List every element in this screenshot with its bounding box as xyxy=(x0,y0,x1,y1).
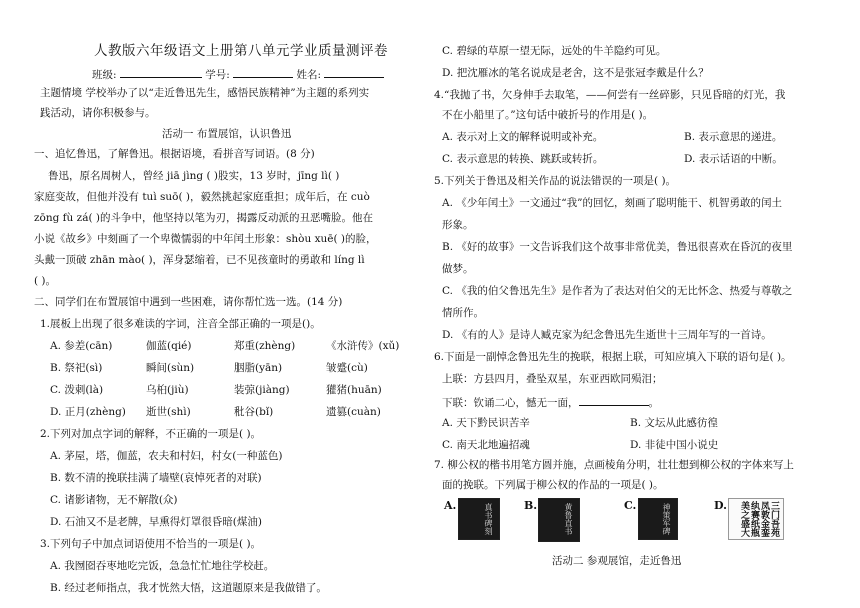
q2-1-option: 皱蹙(cù) xyxy=(326,362,368,374)
q2-2-option[interactable]: C. 诸影诸物，无不解散(众) xyxy=(50,494,178,506)
class-label: 班级: xyxy=(92,69,117,81)
q2-2-option[interactable]: A. 茅屋，塔，伽蓝，农夫和村妇，村女(一种蓝色) xyxy=(50,450,283,462)
q5-option-cont: 形象。 xyxy=(442,219,474,231)
q4-stem: 4.“我抛了书，欠身伸手去取笔，——何尝有一丝碎影，只见昏暗的灯光，我 xyxy=(434,89,786,101)
q2-1-option: 伽蓝(qié) xyxy=(146,340,192,352)
q2-1-option[interactable]: C. 泼刺(là) xyxy=(50,384,104,396)
calligraphy-image-a[interactable] xyxy=(458,498,500,540)
calligraphy-text-a: 真书碑刻 xyxy=(484,503,493,535)
activity1-title: 活动一 布置展馆，认识鲁迅 xyxy=(162,128,292,140)
q5-option[interactable]: D. 《有的人》是诗人臧克家为纪念鲁迅先生逝世十三周年写的一首诗。 xyxy=(442,329,772,341)
q5-option[interactable]: A. 《少年闰土》一文通过“我”的回忆，刻画了聪明能干、机智勇敢的闰土 xyxy=(442,197,782,209)
q6-lower-couplet: 下联：钦诵二心，憾无一面， 。 xyxy=(442,394,659,410)
q6-answer-blank[interactable] xyxy=(579,394,649,406)
calligraphy-image-c[interactable] xyxy=(638,498,678,540)
name-label: 姓名: xyxy=(296,69,322,81)
q4-option[interactable]: A. 表示对上文的解释说明或补充。 xyxy=(442,131,604,143)
q2-1-option: 装弶(jiàng) xyxy=(234,384,290,396)
q5-option[interactable]: B. 《好的故事》一文告诉我们这个故事非常优美，鲁迅很喜欢在昏沉的夜里 xyxy=(442,241,793,253)
class-field[interactable] xyxy=(120,66,202,78)
q2-1-option: 乌桕(jiù) xyxy=(146,384,189,396)
q2-1-option: 逝世(shì) xyxy=(146,406,191,418)
q1-line: 鲁迅，原名周树人，曾经 jiā jìng ( )股实，13 岁时，jīng lì( ) xyxy=(48,170,340,182)
q6-stem: 6.下面是一副悼念鲁迅先生的挽联，根据上联，可知应填入下联的语句是( )。 xyxy=(434,351,792,363)
calligraphy-text-d: 三门吾苑 凤敦金銮 纨赛纸瓶 美之盛大 xyxy=(739,501,779,537)
id-label: 学号: xyxy=(205,69,230,81)
activity2-title: 活动二 参观展馆，走近鲁迅 xyxy=(552,555,682,567)
exam-title: 人教版六年级语文上册第八单元学业质量测评卷 xyxy=(94,43,388,59)
q7-option-label-c[interactable]: C. xyxy=(624,499,637,512)
student-info-row xyxy=(92,66,384,82)
q1-line: 小说《故乡》中刻画了一个卑微懦弱的中年闰土形象：shòu xuē( )的脸， xyxy=(34,233,377,245)
calligraphy-image-b[interactable] xyxy=(538,498,580,542)
q2-1-option: 遗篡(cuàn) xyxy=(326,406,381,418)
q1-line: 家庭变故，但他并没有 tuì suō( )，毅然挑起家庭重担；成年后，在 cuò xyxy=(34,191,370,203)
q6-option[interactable]: C. 南天北地遍招魂 xyxy=(442,439,530,451)
intro-line-1: 主题情境 学校举办了以“走近鲁迅先生，感悟民族精神”为主题的系列实 xyxy=(40,87,370,99)
q5-stem: 5.下列关于鲁迅及相关作品的说法错误的一项是( )。 xyxy=(434,175,677,187)
q2-1-stem: 1.展板上出现了很多难读的字词，注音全部正确的一项是()。 xyxy=(40,318,321,330)
q2-2-option[interactable]: B. 数不清的挽联挂满了墙壁(哀悼死者的对联) xyxy=(50,472,262,484)
calligraphy-image-d[interactable] xyxy=(728,498,784,540)
q7-option-label-b[interactable]: B. xyxy=(524,499,538,512)
q6-option[interactable]: A. 天下黔民识苦辛 xyxy=(442,417,530,429)
q2-2-option[interactable]: D. 石油又不是老牌，早熏得灯罩很昏暗(煤油) xyxy=(50,516,262,528)
q2-2-stem: 2.下列对加点字词的解释，不正确的一项是( )。 xyxy=(40,428,262,440)
q2-1-option: 瞬间(sùn) xyxy=(146,362,195,374)
q2-1-option[interactable]: B. 祭祀(sì) xyxy=(50,362,103,374)
q2-1-option[interactable]: A. 参差(cān) xyxy=(50,340,113,352)
q6-option[interactable]: D. 非徒中国小说史 xyxy=(630,439,719,451)
q1-heading: 一、追忆鲁迅，了解鲁迅。根据语境，看拼音写词语。(8 分) xyxy=(34,148,315,160)
q6-upper-couplet: 上联：方县四月，叠坠双星，东亚西欧同殒泪； xyxy=(442,373,663,385)
q5-option[interactable]: C. 《我的伯父鲁迅先生》是作者为了表达对伯父的无比怀念、热爱与尊敬之 xyxy=(442,285,793,297)
q4-stem: 不在小船里了。”这句话中破折号的作用是( )。 xyxy=(442,109,654,121)
q6-option[interactable]: B. 文坛从此感彷徨 xyxy=(630,417,718,429)
q3-option[interactable]: C. 碧绿的草原一望无际，远处的牛羊隐约可见。 xyxy=(442,45,667,57)
q2-heading: 二、同学们在布置展馆中遇到一些困难，请你帮忙选一选。(14 分) xyxy=(34,296,343,308)
q2-1-option: 郑重(zhèng) xyxy=(234,340,296,352)
q7-stem: 7. 柳公权的楷书用笔方圆并施，点画棱角分明，壮壮想到柳公权的字体来写上 xyxy=(434,459,794,471)
calligraphy-text-c: 神策军碑 xyxy=(662,503,671,535)
q2-1-option[interactable]: D. 正月(zhèng) xyxy=(50,406,126,418)
q7-stem: 面的挽联。下列属于柳公权的作品的一项是( )。 xyxy=(442,479,664,491)
name-field[interactable] xyxy=(324,66,384,78)
intro-line-2: 践活动，请你积极参与。 xyxy=(40,107,156,119)
q5-option-cont: 做梦。 xyxy=(442,263,474,275)
id-field[interactable] xyxy=(233,66,293,78)
q2-1-option: 秕谷(bǐ) xyxy=(234,406,274,418)
q1-line: zōng fù zá( )的斗争中，他坚持以笔为刃，揭露反动派的丑恶嘴脸。他在 xyxy=(34,212,373,224)
q3-option[interactable]: D. 把沈雁冰的笔名说成是老舍，这不是张冠李戴是什么？ xyxy=(442,67,709,79)
q2-3-stem: 3.下列句子中加点词语使用不恰当的一项是( )。 xyxy=(40,538,262,550)
q2-1-option: 胭脂(yān) xyxy=(234,362,283,374)
q4-option[interactable]: C. 表示意思的转换、跳跃或转折。 xyxy=(442,153,604,165)
q2-1-option: 《水浒传》(xǔ) xyxy=(326,340,400,352)
q1-line: 头戴一顶破 zhān mào( )，浑身瑟缩着，已不见孩童时的勇敢和 líng lì xyxy=(34,254,365,266)
q5-option-cont: 情所作。 xyxy=(442,307,484,319)
q2-3-option[interactable]: B. 经过老师指点，我才恍然大悟，这道题原来是我做错了。 xyxy=(50,582,327,594)
q7-option-label-a[interactable]: A. xyxy=(444,499,457,512)
q2-1-option: 獾猪(huān) xyxy=(326,384,382,396)
calligraphy-text-b: 黄鲁直书 xyxy=(564,503,573,535)
q7-option-label-d[interactable]: D. xyxy=(714,499,727,512)
q4-option[interactable]: D. 表示话语的中断。 xyxy=(684,153,783,165)
q4-option[interactable]: B. 表示意思的递进。 xyxy=(684,131,783,143)
q2-3-option[interactable]: A. 我囫囵吞枣地吃完饭，急急忙忙地往学校赶。 xyxy=(50,560,275,572)
q1-line: ( )。 xyxy=(34,275,57,287)
